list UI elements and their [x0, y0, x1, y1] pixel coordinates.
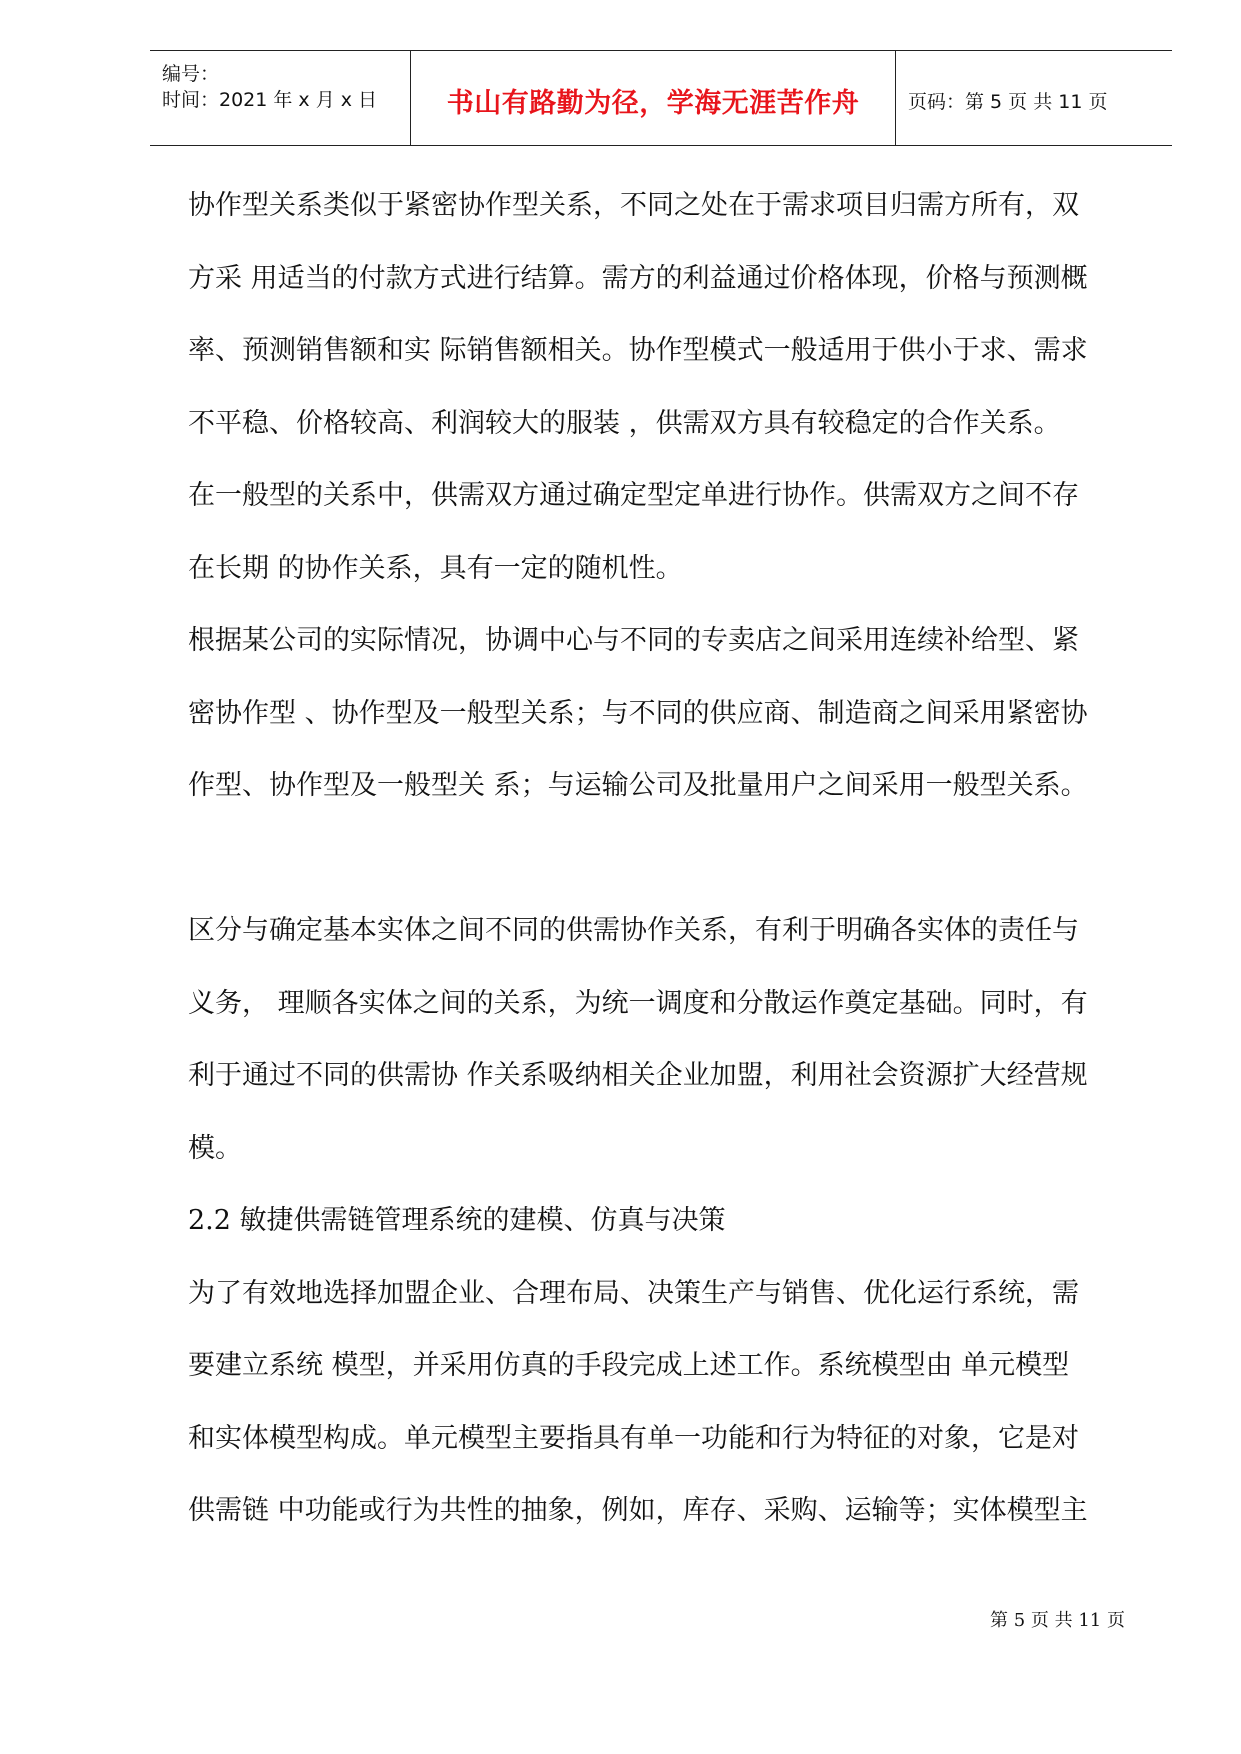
paragraph-line: 区分与确定基本实体之间不同的供需协作关系，有利于明确各实体的责任与: [188, 915, 1079, 946]
section-heading: 2.2 敏捷供需链管理系统的建模、仿真与决策: [188, 1205, 726, 1236]
paragraph-line: 供需链 中功能或行为共性的抽象，例如，库存、采购、运输等；实体模型主: [188, 1495, 1088, 1526]
page-header: [150, 50, 1172, 146]
paragraph-line: 要建立系统 模型，并采用仿真的手段完成上述工作。系统模型由 单元模型: [188, 1350, 1070, 1381]
paragraph-line: 率、预测销售额和实 际销售额相关。协作型模式一般适用于供小于求、需求: [188, 335, 1088, 366]
paragraph-line: 在一般型的关系中，供需双方通过确定型定单进行协作。供需双方之间不存: [188, 480, 1079, 511]
date-label: 时间：2021 年 x 月 x 日: [162, 89, 378, 111]
paragraph-line: 协作型关系类似于紧密协作型关系，不同之处在于需求项目归需方所有，双: [188, 190, 1079, 221]
header-page-cell: [896, 51, 1172, 145]
paragraph-line: 在长期 的协作关系，具有一定的随机性。: [188, 552, 683, 584]
header-motto-cell: [411, 51, 896, 145]
paragraph-line: 义务， 理顺各实体之间的关系，为统一调度和分散运作奠定基础。同时，有: [188, 987, 1088, 1019]
paragraph-line: 和实体模型构成。单元模型主要指具有单一功能和行为特征的对象，它是对: [188, 1422, 1079, 1454]
paragraph-line: 作型、协作型及一般型关 系；与运输公司及批量用户之间采用一般型关系。: [188, 770, 1088, 801]
paragraph-line: 方采 用适当的付款方式进行结算。需方的利益通过价格体现，价格与预测概: [188, 262, 1088, 294]
document-body: [188, 188, 1140, 1566]
paragraph-line: 模。: [188, 1132, 242, 1164]
paragraph-line: 不平稳、价格较高、利润较大的服装 ，供需双方具有较稳定的合作关系。: [188, 407, 1061, 439]
header-page-number: 页码：第 5 页 共 11 页: [908, 91, 1108, 113]
header-info-cell: [150, 51, 411, 145]
paragraph-line: 根据某公司的实际情况，协调中心与不同的专卖店之间采用连续补给型、紧: [188, 625, 1079, 656]
footer-page-number: 第 5 页 共 11 页: [990, 1610, 1125, 1631]
blank-line: [188, 841, 1140, 914]
paragraph-line: 密协作型 、协作型及一般型关系；与不同的供应商、制造商之间采用紧密协: [188, 697, 1088, 729]
serial-number-label: 编号：: [162, 63, 220, 85]
motto-text: 书山有路勤为径，学海无涯苦作舟: [446, 88, 860, 119]
paragraph-line: 利于通过不同的供需协 作关系吸纳相关企业加盟，利用社会资源扩大经营规: [188, 1060, 1088, 1091]
paragraph-line: 为了有效地选择加盟企业、合理布局、决策生产与销售、优化运行系统，需: [188, 1277, 1079, 1309]
